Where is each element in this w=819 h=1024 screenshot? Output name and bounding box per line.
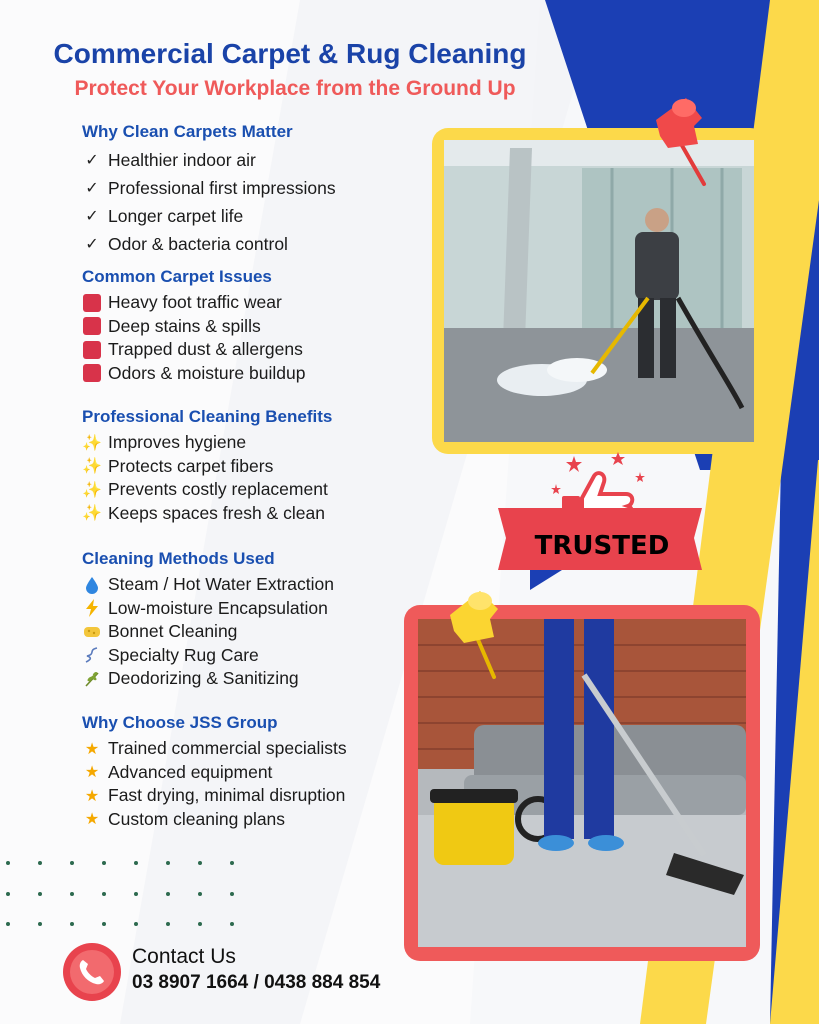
section-heading: Cleaning Methods Used [82,549,275,568]
list-item: ✨ Protects carpet fibers [80,455,500,479]
trusted-badge [490,446,710,594]
sponge-icon [80,625,104,639]
check-icon: ✓ [85,208,99,225]
list-item: ✨ Improves hygiene [80,431,500,455]
red-square-icon [83,364,101,382]
check-icon: ✓ [85,152,99,169]
page-subtitle: Protect Your Workplace from the Ground Up [74,77,516,100]
check-icon: ✓ [85,180,99,197]
herb-icon [80,670,104,688]
list-item: Deep stains & spills [80,315,500,339]
red-square-icon [83,341,101,359]
list-item: ✓ Longer carpet life [80,202,500,230]
red-pushpin-icon [640,92,720,188]
list-item: ★ Fast drying, minimal disruption [80,784,500,808]
list-item: Deodorizing & Sanitizing [80,667,500,691]
red-square-icon [83,317,101,335]
lightning-icon [80,599,104,617]
list-item: ✓ Healthier indoor air [80,146,500,174]
list-item: ✓ Odor & bacteria control [80,230,500,258]
list-item: Trapped dust & allergens [80,338,500,362]
red-square-icon [83,294,101,312]
list-item: ✨ Keeps spaces fresh & clean [80,502,500,526]
contact-phone-number[interactable]: 03 8907 1664 / 0438 884 854 [132,972,381,993]
list-item: Odors & moisture buildup [80,362,500,386]
dots-pattern [0,858,240,938]
phone-icon[interactable] [62,942,122,1002]
trusted-label: TRUSTED [534,531,670,561]
list-item: Low-moisture Encapsulation [80,597,500,621]
list-item: Specialty Rug Care [80,644,500,668]
page-title: Commercial Carpet & Rug Cleaning [53,38,527,69]
list-item: ★ Trained commercial specialists [80,737,500,761]
section-heading: Professional Cleaning Benefits [82,407,333,426]
section-heading: Why Choose JSS Group [82,713,278,732]
list-item: ✓ Professional first impressions [80,174,500,202]
sparkles-icon: ✨ [82,434,102,452]
list-item: ✨ Prevents costly replacement [80,478,500,502]
yellow-pushpin-icon [436,585,516,681]
list-item: Heavy foot traffic wear [80,291,500,315]
sparkles-icon: ✨ [82,481,102,499]
star-icon: ★ [84,811,100,829]
star-icon: ★ [84,787,100,805]
contact-label: Contact Us [132,945,236,968]
list-item: ★ Advanced equipment [80,761,500,785]
thread-icon [80,646,104,664]
section-heading: Common Carpet Issues [82,267,272,286]
check-icon: ✓ [85,236,99,253]
list-item: Steam / Hot Water Extraction [80,573,500,597]
sparkles-icon: ✨ [82,505,102,523]
list-item: ★ Custom cleaning plans [80,808,500,832]
section-heading: Why Clean Carpets Matter [82,122,293,141]
star-icon: ★ [84,740,100,758]
list-item: Bonnet Cleaning [80,620,500,644]
droplet-icon [80,576,104,594]
star-icon: ★ [84,764,100,782]
sparkles-icon: ✨ [82,458,102,476]
